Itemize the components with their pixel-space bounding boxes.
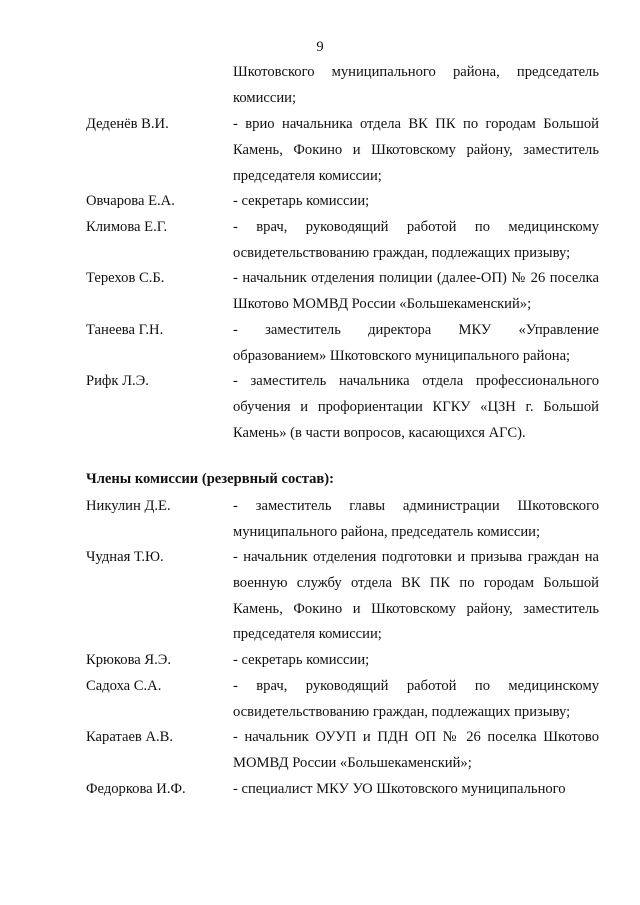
member-role-line: - начальник отделения подготовки и призыва граждан на <box>233 549 599 565</box>
continuation-line: Шкотовского муниципального района, председатель <box>233 64 599 80</box>
member-role-line: Камень» (в части вопросов, касающихся АГС). <box>233 425 526 441</box>
member-name: Каратаев А.В. <box>86 729 174 745</box>
member-name: Чудная Т.Ю. <box>86 549 164 565</box>
member-name: Никулин Д.Е. <box>86 498 171 514</box>
member-role-line: - секретарь комиссии; <box>233 193 370 209</box>
member-role-line: обучения и профориентации КГКУ «ЦЗН г. Большой <box>233 399 599 415</box>
member-role-line: Камень, Фокино и Шкотовскому району, заместитель <box>233 601 599 617</box>
member-role-line: военную службу отдела ВК ПК по городам Большой <box>233 575 599 591</box>
member-role-line: председателя комиссии; <box>233 626 382 642</box>
reserve-section-heading: Члены комиссии (резервный состав): <box>86 471 334 487</box>
member-role-line: - заместитель начальника отдела профессионального <box>233 373 599 389</box>
continuation-line: комиссии; <box>233 90 297 106</box>
member-name: Деденёв В.И. <box>86 116 169 132</box>
member-name: Овчарова Е.А. <box>86 193 175 209</box>
member-name: Климова Е.Г. <box>86 219 168 235</box>
member-role-line: - заместитель главы администрации Шкотовского <box>233 498 599 514</box>
member-role-line: - начальник ОУУП и ПДН ОП № 26 поселка Шкотово <box>233 729 599 745</box>
member-role-line: Шкотово МОМВД России «Большекаменский»; <box>233 296 532 312</box>
member-name: Крюкова Я.Э. <box>86 652 172 668</box>
member-role-line: - начальник отделения полиции (далее-ОП) № 26 поселка <box>233 270 599 286</box>
page-number: 9 <box>316 39 324 55</box>
member-role-line: - заместитель директора МКУ «Управление <box>233 322 599 338</box>
member-role-line: освидетельствованию граждан, подлежащих призыву; <box>233 245 571 261</box>
member-role-line: председателя комиссии; <box>233 168 382 184</box>
member-role-line: - врач, руководящий работой по медицинскому <box>233 219 599 235</box>
member-role-line: муниципального района, председатель комиссии; <box>233 524 541 540</box>
member-role-line: - врио начальника отдела ВК ПК по городам Большой <box>233 116 599 132</box>
member-role-line: образованием» Шкотовского муниципального района; <box>233 348 571 364</box>
member-role-line: - специалист МКУ УО Шкотовского муниципального <box>233 781 566 797</box>
member-role-line: МОМВД России «Большекаменский»; <box>233 755 472 771</box>
member-name: Федоркова И.Ф. <box>86 781 186 797</box>
member-name: Танеева Г.Н. <box>86 322 164 338</box>
member-role-line: - врач, руководящий работой по медицинскому <box>233 678 599 694</box>
member-role-line: освидетельствованию граждан, подлежащих призыву; <box>233 704 571 720</box>
member-role-line: - секретарь комиссии; <box>233 652 370 668</box>
member-name: Рифк Л.Э. <box>86 373 149 389</box>
member-name: Терехов С.Б. <box>86 270 165 286</box>
member-name: Садоха С.А. <box>86 678 162 694</box>
member-role-line: Камень, Фокино и Шкотовскому району, заместитель <box>233 142 599 158</box>
